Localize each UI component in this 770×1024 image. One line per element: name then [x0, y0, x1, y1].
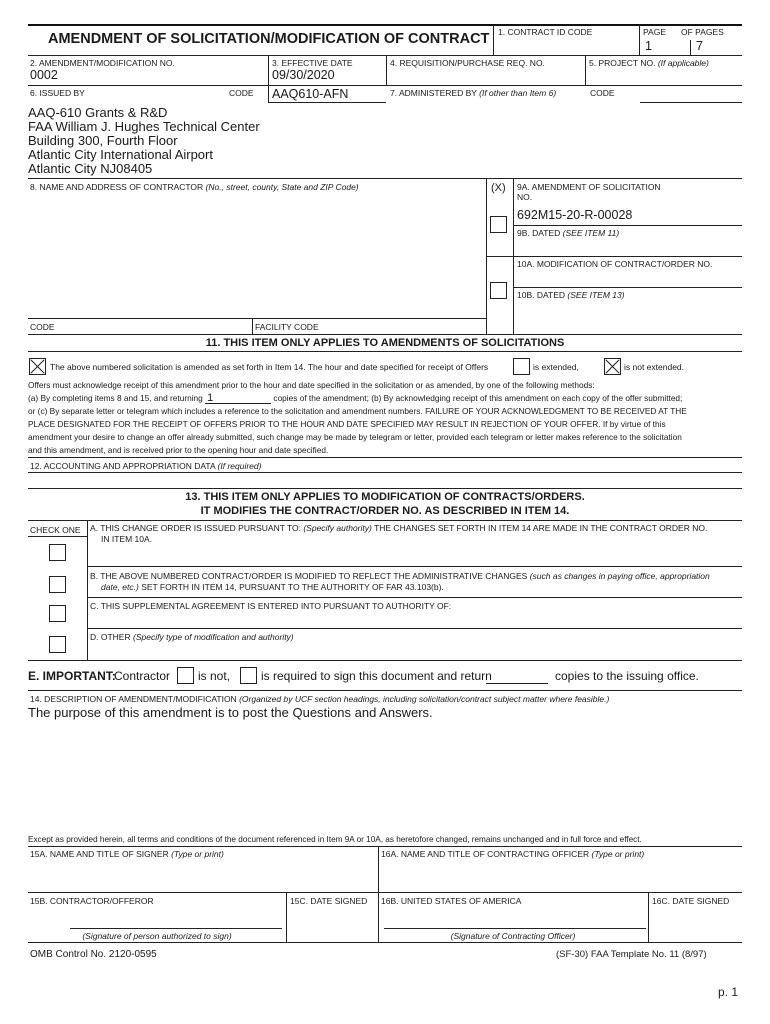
copies-returned-value: 1 [205, 393, 271, 404]
item-13d-text: D. OTHER [90, 632, 131, 642]
item-13d-note: (Specify type of modification and authority) [133, 632, 294, 642]
solicitation-no-value: 692M15-20-R-00028 [517, 208, 633, 222]
important-contractor: Contractor [114, 669, 171, 683]
omb-control-number: OMB Control No. 2120-0595 [30, 949, 157, 960]
description-text: 14. DESCRIPTION OF AMENDMENT/MODIFICATION [30, 694, 237, 704]
item-13b-text: B. THE ABOVE NUMBERED CONTRACT/ORDER IS MODIFIED TO REFLECT THE ADMINISTRATIVE CHANGES [90, 571, 528, 581]
item-11-p2b: copies of the amendment; (b) By acknowledging receipt of this amendment on each copy of the offer submitted; [273, 393, 683, 403]
check-one-label: CHECK ONE [30, 525, 81, 535]
item-13c-line: C. THIS SUPPLEMENTAL AGREEMENT IS ENTERED INTO PURSUANT TO AUTHORITY OF: [90, 601, 452, 611]
administered-code-label: CODE [590, 88, 615, 98]
checkbox-not-extended[interactable] [604, 358, 621, 375]
accounting-data-text: 12. ACCOUNTING AND APPROPRIATION DATA [30, 461, 216, 471]
administered-by-note: (If other than Item 6) [479, 88, 557, 98]
item-11-p2a: (a) By completing items 8 and 15, and returning [28, 393, 203, 403]
administered-by-label [390, 88, 556, 98]
signature-15-text: (Signature of person authorized to sign) [82, 931, 232, 941]
page-label: PAGE [643, 27, 666, 37]
checkbox-10a[interactable] [490, 282, 507, 299]
form-template-number: (SF-30) FAA Template No. 11 (8/97) [556, 949, 707, 960]
page-number: 1 [645, 39, 652, 53]
is-not-extended-label: is not extended. [624, 362, 685, 372]
item-11-p2 [28, 392, 748, 405]
copies-count-field[interactable] [486, 683, 548, 684]
is-extended-label: is extended, [533, 362, 579, 372]
issued-code-label: CODE [229, 88, 254, 98]
item-13a-note: (Specify authority) [303, 523, 372, 533]
checkbox-13c[interactable] [49, 605, 66, 622]
important-copies: copies to the issuing office. [555, 669, 699, 683]
checkbox-extended[interactable] [513, 358, 530, 375]
dated-10b-note: (SEE ITEM 13) [567, 290, 625, 300]
officer-16a-label [381, 849, 644, 859]
dated-10b-text: 10B. DATED [517, 290, 566, 300]
item-11-p1: Offers must acknowledge receipt of this amendment prior to the hour and date specified in the solicitation or as amended, by one of the following methods: [28, 380, 595, 390]
usa-16b-label: 16B. UNITED STATES OF AMERICA [381, 896, 522, 906]
x-column-label: (X) [491, 182, 506, 194]
officer-16a-note: (Type or print) [591, 849, 645, 859]
of-pages-label: OF PAGES [681, 27, 724, 37]
contractor-code-label: CODE [30, 322, 55, 332]
accounting-data-note: (If required) [217, 461, 262, 471]
amendment-9a-label: 9A. AMENDMENT OF SOLICITATION [517, 182, 661, 192]
item-13-title-1: 13. THIS ITEM ONLY APPLIES TO MODIFICATION OF CONTRACTS/ORDERS. [185, 491, 585, 503]
contractor-note: (No., street, county, State and ZIP Code) [205, 182, 359, 192]
important-is-required: is required to sign this document and return [261, 669, 492, 683]
requisition-label: 4. REQUISITION/PURCHASE REQ. NO. [390, 58, 545, 68]
signature-15-caption [28, 931, 286, 941]
important-label: E. IMPORTANT: [28, 669, 116, 683]
signature-16-text: (Signature of Contracting Officer) [450, 931, 576, 941]
item-13a-line-2: IN ITEM 10A. [101, 534, 153, 544]
item-11-p5: amendment your desire to change an offer already submitted, such change may be made by telegram or letter, provided each telegram or letter makes reference to the solicitation [28, 432, 682, 442]
contractor-label [30, 182, 359, 192]
accounting-data-label [30, 461, 261, 471]
amendment-9a-label-2: NO. [517, 192, 533, 202]
checkbox-9a[interactable] [490, 216, 507, 233]
issuer-line-5: Atlantic City NJ08405 [28, 161, 153, 176]
officer-signature-line[interactable] [384, 928, 646, 929]
amendment-no-label: 2. AMENDMENT/MODIFICATION NO. [30, 58, 175, 68]
effective-date-value: 09/30/2020 [272, 68, 335, 82]
item-13b-line-1 [90, 571, 710, 581]
checkbox-13a[interactable] [49, 544, 66, 561]
project-no-text: 5. PROJECT NO. [589, 58, 656, 68]
page-footer-number: p. 1 [718, 985, 739, 999]
item-11-p4: PLACE DESIGNATED FOR THE RECEIPT OF OFFERS PRIOR TO THE HOUR AND DATE SPECIFIED MAY RESULT IN REJECTION OF YOUR OFFER. If by virtue of this [28, 419, 666, 429]
issued-code-value: AAQ610-AFN [272, 87, 349, 101]
date-16c-label: 16C. DATE SIGNED [652, 896, 730, 906]
contractor-text: 8. NAME AND ADDRESS OF CONTRACTOR [30, 182, 204, 192]
item-13b-text-2: SET FORTH IN ITEM 14, PURSUANT TO THE AUTHORITY OF FAR 43.103(b). [141, 582, 444, 592]
contractor-signature-line[interactable] [70, 928, 282, 929]
administered-by-text: 7. ADMINISTERED BY [390, 88, 477, 98]
amendment-no-value: 0002 [30, 68, 58, 82]
item-13b-note: (such as changes in paying office, appropriation [529, 571, 710, 581]
signature-16-caption [378, 931, 648, 941]
important-is-not: is not, [198, 669, 231, 683]
total-pages: 7 [696, 39, 703, 53]
item-13b-line-2 [101, 582, 444, 592]
item-13a-text-2: THE CHANGES SET FORTH IN ITEM 14 ARE MADE IN THE CONTRACT ORDER NO. [374, 523, 708, 533]
dated-9b-text: 9B. DATED [517, 228, 561, 238]
project-no-label [589, 58, 709, 68]
dated-9b-label [517, 228, 619, 238]
signer-15a-text: 15A. NAME AND TITLE OF SIGNER [30, 849, 169, 859]
checkbox-is-not[interactable] [177, 667, 194, 684]
checkbox-13d[interactable] [49, 636, 66, 653]
issuer-line-1: AAQ-610 Grants & R&D [28, 105, 168, 120]
item-11-p6: and this amendment, and is received prior to the opening hour and date specified. [28, 445, 329, 455]
item-11-p3: or (c) By separate letter or telegram which includes a reference to the solicitation and amendment numbers. FAILURE OF YOUR ACKNOWLEDGMENT TO BE RECEIVED AT THE [28, 406, 687, 416]
contractor-15b-label: 15B. CONTRACTOR/OFFEROR [30, 896, 154, 906]
effective-date-label: 3. EFFECTIVE DATE [272, 58, 353, 68]
project-no-note: (If applicable) [657, 58, 709, 68]
date-15c-label: 15C. DATE SIGNED [290, 896, 368, 906]
signer-15a-note: (Type or print) [171, 849, 224, 859]
item-13b-note-2: date, etc.) [101, 582, 139, 592]
facility-code-label: FACILITY CODE [255, 322, 319, 332]
contract-id-label: 1. CONTRACT ID CODE [498, 27, 593, 37]
checkbox-is-required[interactable] [240, 667, 257, 684]
issued-by-label: 6. ISSUED BY [30, 88, 85, 98]
mod-10a-label: 10A. MODIFICATION OF CONTRACT/ORDER NO. [517, 259, 713, 269]
item-13-title-2: IT MODIFIES THE CONTRACT/ORDER NO. AS DESCRIBED IN ITEM 14. [200, 505, 570, 517]
issuer-line-3: Building 300, Fourth Floor [28, 133, 178, 148]
dated-9b-note: (SEE ITEM 11) [562, 228, 620, 238]
checkbox-amended[interactable] [29, 358, 46, 375]
checkbox-13b[interactable] [49, 576, 66, 593]
item-13a-line-1 [90, 523, 707, 533]
description-note: (Organized by UCF section headings, including solicitation/contract subject matter where feasible.) [239, 694, 610, 704]
description-value: The purpose of this amendment is to post the Questions and Answers. [28, 705, 433, 720]
dated-10b-label [517, 290, 625, 300]
officer-16a-text: 16A. NAME AND TITLE OF CONTRACTING OFFICER [381, 849, 590, 859]
item-11-title: 11. THIS ITEM ONLY APPLIES TO AMENDMENTS OF SOLICITATIONS [205, 337, 565, 349]
issuer-line-2: FAA William J. Hughes Technical Center [28, 119, 260, 134]
description-label [30, 694, 609, 704]
item-11-line-1: The above numbered solicitation is amended as set forth in Item 14. The hour and date specified for receipt of Offers [50, 362, 489, 372]
signer-15a-label [30, 849, 224, 859]
except-clause: Except as provided herein, all terms and conditions of the document referenced in Item 9A or 10A, as heretofore changed, remains unchanged and in full force and effect. [28, 835, 642, 844]
issuer-line-4: Atlantic City International Airport [28, 147, 213, 162]
form-title: AMENDMENT OF SOLICITATION/MODIFICATION OF CONTRACT [48, 31, 490, 47]
item-13a-text: A. THIS CHANGE ORDER IS ISSUED PURSUANT TO: [90, 523, 301, 533]
item-13d-line [90, 632, 294, 642]
